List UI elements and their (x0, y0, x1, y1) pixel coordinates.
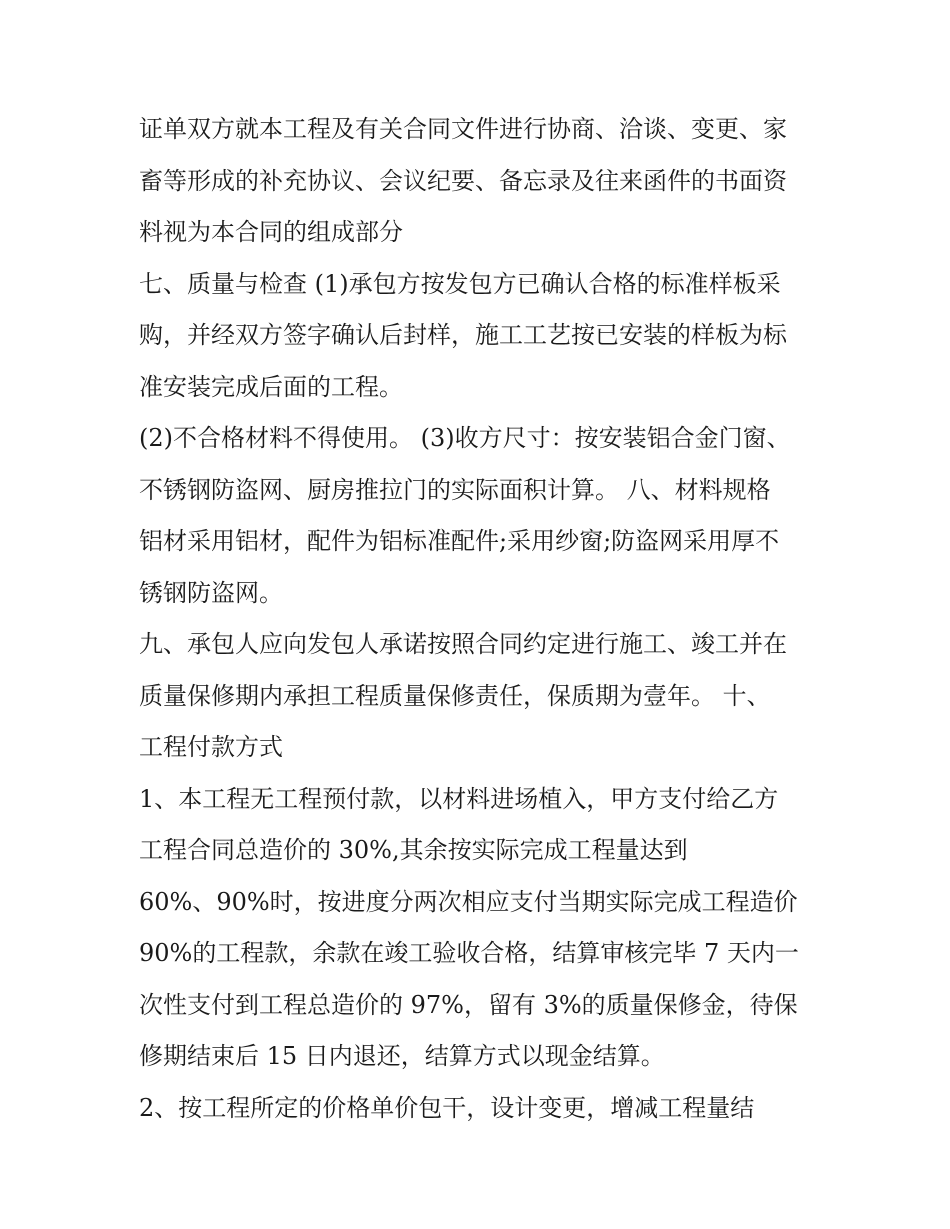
text-line: 锈钢防盗网。 (139, 578, 283, 607)
text-line: 90%的工程款，余款在竣工验收合格，结算审核完毕 7 天内一 (139, 939, 799, 967)
text-line: (2)不合格材料不得使用。 (3)收方尺寸：按安装铝合金门窗、 (139, 424, 791, 452)
text-line: 购，并经双方签字确认后封样，施工工艺按已安装的样板为标 (139, 321, 787, 349)
text-line: 2、按工程所定的价格单价包干，设计变更，增减工程量结 (139, 1093, 755, 1122)
text-line: 证单双方就本工程及有关合同文件进行协商、洽谈、变更、家 (139, 115, 787, 143)
text-line: 准安装完成后面的工程。 (139, 372, 403, 401)
text-line: 修期结束后 15 日内退还，结算方式以现金结算。 (139, 1042, 665, 1070)
text-line: 工程合同总造价的 30%,其余按实际完成工程量达到 (139, 836, 688, 864)
text-line: 料视为本合同的组成部分 (139, 218, 403, 246)
text-line: 畜等形成的补充协议、会议纪要、备忘录及往来函件的书面资 (139, 166, 787, 195)
text-line: 七、质量与检查 (1)承包方按发包方已确认合格的标准样板采 (139, 269, 781, 298)
text-line: 1、本工程无工程预付款，以材料进场植入，甲方支付给乙方 (139, 784, 779, 813)
document-body (139, 108, 819, 1138)
text-line: 60%、90%时，按进度分两次相应支付当期实际完成工程造价 (139, 887, 798, 916)
text-line: 工程付款方式 (139, 733, 283, 761)
text-line: 质量保修期内承担工程质量保修责任，保质期为壹年。 十、 (139, 681, 771, 710)
text-line: 九、承包人应向发包人承诺按照合同约定进行施工、竣工并在 (139, 630, 787, 658)
text-line: 次性支付到工程总造价的 97%，留有 3%的质量保修金，待保 (139, 990, 798, 1019)
text-line: 铝材采用铝材，配件为铝标准配件;采用纱窗;防盗网采用厚不 (139, 527, 780, 555)
text-line: 不锈钢防盗网、厨房推拉门的实际面积计算。 八、材料规格 (139, 475, 771, 504)
